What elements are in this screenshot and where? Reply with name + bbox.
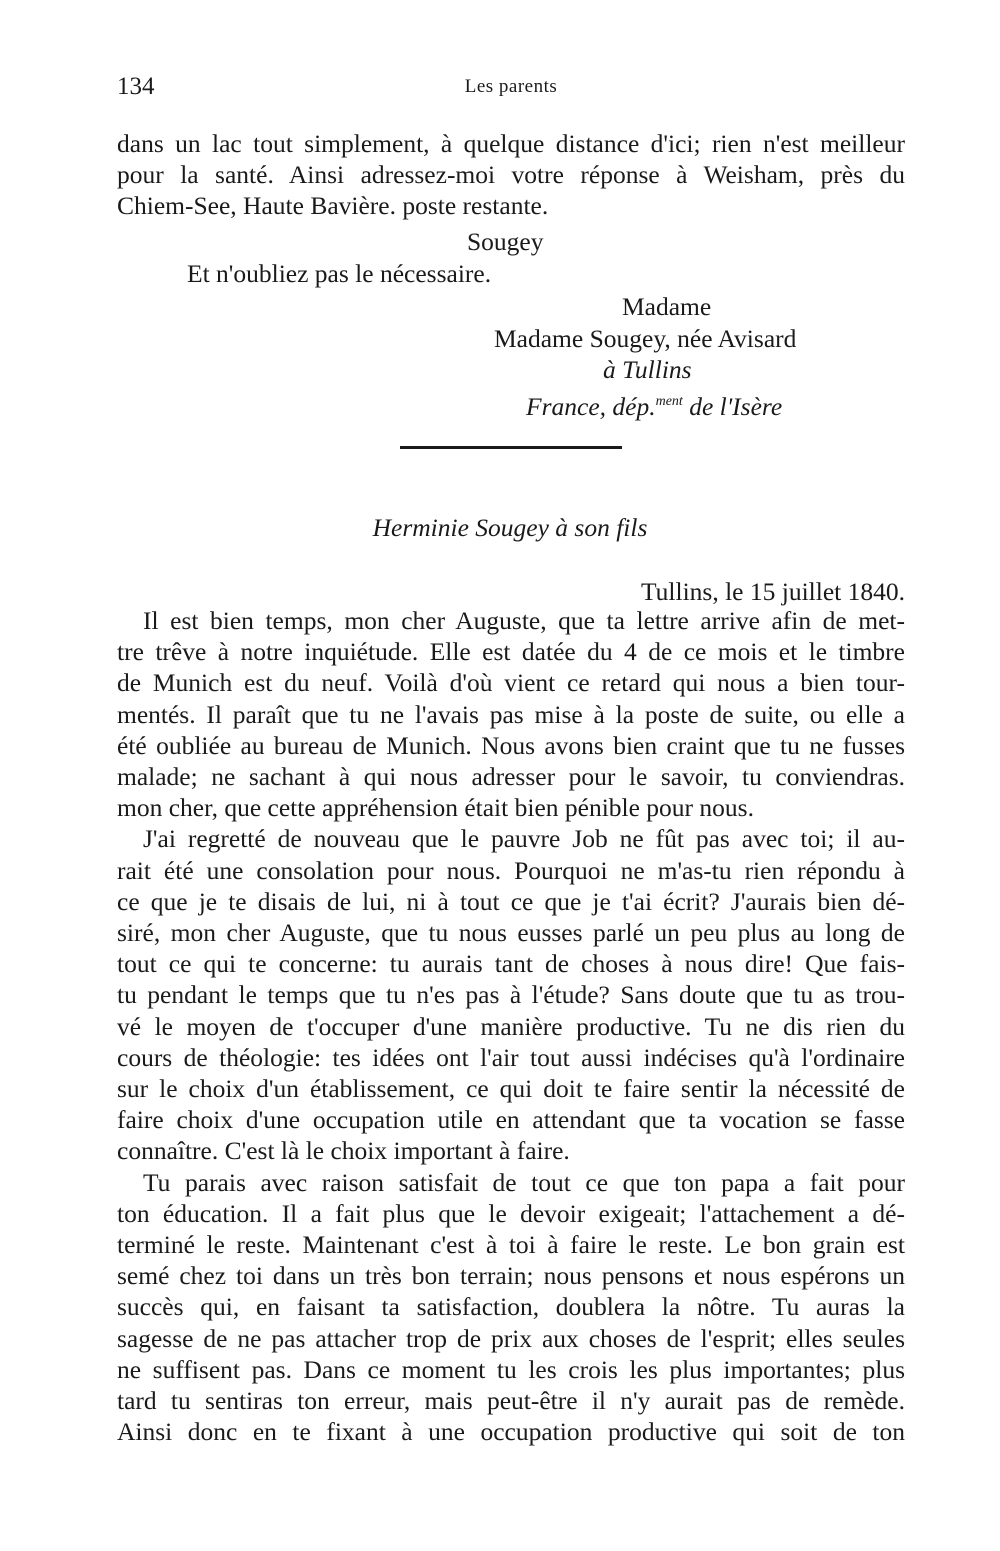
section-divider	[400, 446, 622, 449]
running-head: Les parents	[464, 76, 558, 97]
text-line: mon cher, que cette appréhension était bien pénible pour nous.	[117, 793, 754, 823]
page-number: 134	[117, 73, 155, 100]
text-line: tard tu sentiras ton erreur, mais peut-être il n'y aurait pas de remède.	[117, 1386, 905, 1416]
text-line: succès qui, en faisant ta satisfaction, doublera la nôtre. Tu auras la	[117, 1292, 905, 1322]
text-line: de Munich est du neuf. Voilà d'où vient ce retard qui nous a bien tour-	[117, 668, 905, 698]
address-text: France, dép.	[526, 391, 656, 421]
page-header	[117, 72, 905, 102]
address-line: à Tullins	[603, 355, 692, 384]
text-line: J'ai regretté de nouveau que le pauvre Job ne fût pas avec toi; il au-	[143, 824, 905, 854]
text-line: tre trêve à notre inquiétude. Elle est datée du 4 de ce mois et le timbre	[117, 637, 905, 667]
text-line: vé le moyen de t'occuper d'une manière productive. Tu ne dis rien du	[117, 1011, 905, 1041]
text-line: connaître. C'est là le choix important à faire.	[117, 1136, 570, 1166]
text-line: Il est bien temps, mon cher Auguste, que ta lettre arrive afin de met-	[143, 606, 905, 635]
text-line: tout ce qui te concerne: tu aurais tant de choses à nous dire! Que fais-	[117, 949, 905, 979]
text-line: ne suffisent pas. Dans ce moment tu les crois les plus importantes; plus	[117, 1354, 905, 1384]
text-line: Chiem-See, Haute Bavière. poste restante.	[117, 191, 549, 221]
address-line: Madame Sougey, née Avisard	[494, 323, 797, 353]
superscript: ment	[655, 393, 683, 409]
text-line: ce que je te disais de lui, ni à tout ce que je t'ai écrit? J'aurais bien dé-	[117, 886, 905, 916]
opening-paragraph	[117, 128, 905, 222]
text-line: été oubliée au bureau de Munich. Nous avons bien craint que tu ne fusses	[117, 730, 905, 760]
text-line: ton éducation. Il a fait plus que le devoir exigeait; l'attachement a dé-	[117, 1198, 905, 1228]
text-line: tu pendant le temps que tu n'es pas à l'étude? Sans doute que tu as trou-	[117, 980, 905, 1010]
postscript: Et n'oubliez pas le nécessaire.	[187, 259, 492, 288]
text-line: sagesse de ne pas attacher trop de prix aux choses de l'esprit; elles seules	[117, 1323, 905, 1353]
text-line: Tu parais avec raison satisfait de tout ce que ton papa a fait pour	[143, 1167, 905, 1197]
letter-body	[117, 605, 905, 1447]
text-line: dans un lac tout simplement, à quelque distance d'ici; rien n'est meilleur	[117, 129, 905, 158]
text-line: mentés. Il paraît que tu ne l'avais pas mise à la poste de suite, ou elle a	[117, 699, 905, 729]
address-text: de l'Isère	[682, 391, 783, 421]
text-line: rait été une consolation pour nous. Pourquoi ne m'as-tu rien répondu à	[117, 855, 905, 885]
text-line: faire choix d'une occupation utile en attendant que ta vocation se fasse	[117, 1105, 905, 1135]
text-line: malade; ne sachant à qui nous adresser pour le savoir, tu conviendras.	[117, 762, 905, 792]
text-line: pour la santé. Ainsi adressez-moi votre réponse à Weisham, près du	[117, 160, 905, 190]
text-line: semé chez toi dans un très bon terrain; nous pensons et nous espérons un	[117, 1261, 905, 1291]
text-line: cours de théologie: tes idées ont l'air tout aussi indécises qu'à l'ordinaire	[117, 1042, 905, 1072]
address-block	[480, 291, 905, 422]
text-line: sur le choix d'un établissement, ce qui doit te faire sentir la nécessité de	[117, 1074, 905, 1104]
dateline: Tullins, le 15 juillet 1840.	[640, 577, 905, 606]
text-line: terminé le reste. Maintenant c'est à toi à faire le reste. Le bon grain est	[117, 1230, 905, 1260]
signature: Sougey	[467, 227, 544, 256]
text-line: siré, mon cher Auguste, que tu nous eusses parlé un peu plus au long de	[117, 918, 905, 948]
address-line	[480, 386, 905, 423]
address-line: Madame	[622, 292, 712, 321]
letter-title: Herminie Sougey à son fils	[372, 513, 648, 542]
text-line: Ainsi donc en te fixant à une occupation productive qui soit de ton	[117, 1417, 905, 1447]
